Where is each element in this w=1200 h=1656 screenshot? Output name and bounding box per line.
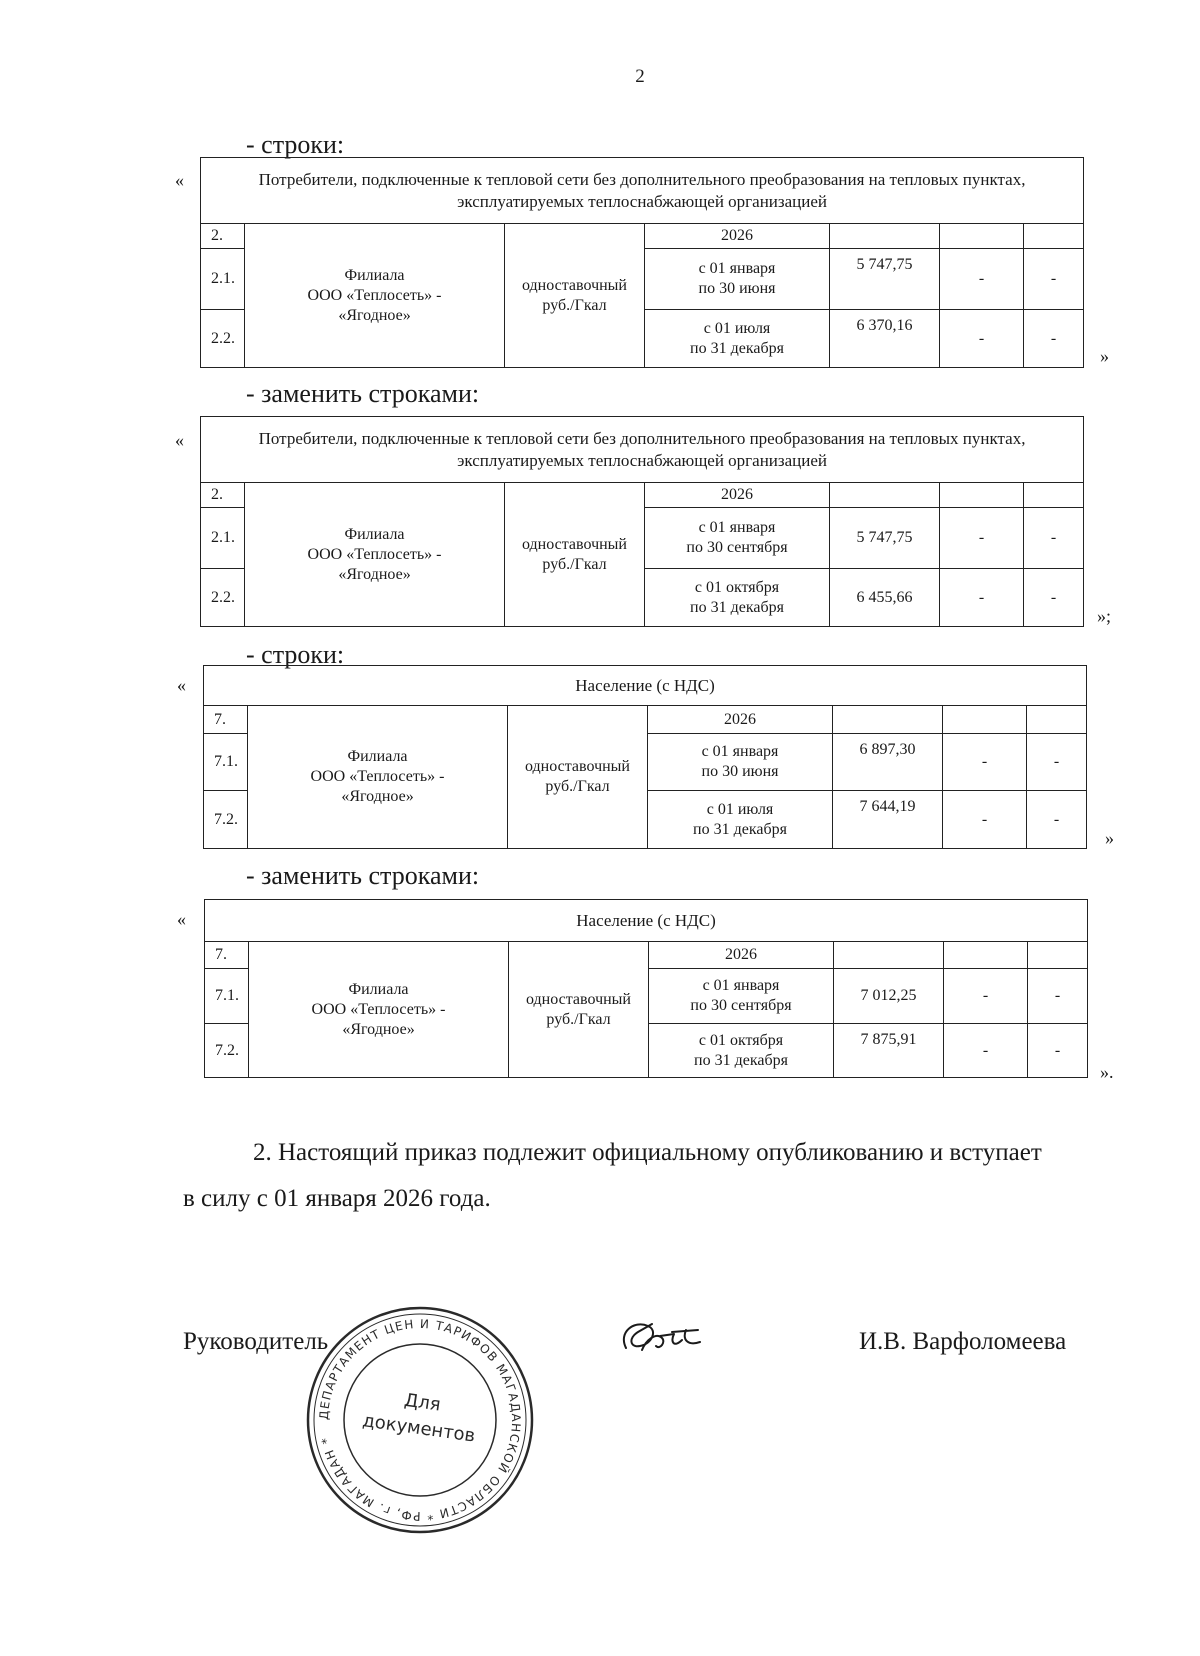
section-heading: - строки: xyxy=(246,640,345,669)
period-cell: с 01 июля по 31 декабря xyxy=(645,310,830,368)
empty-cell xyxy=(1024,224,1084,249)
row-number: 2.2. xyxy=(201,569,245,627)
year-cell: 2026 xyxy=(649,942,834,969)
stamp-line-2: документов xyxy=(361,1410,477,1447)
dash-cell: - xyxy=(943,734,1027,791)
tariff-type-cell: одноставочный руб./Гкал xyxy=(509,942,649,1078)
value-cell: 5 747,75 xyxy=(830,508,940,569)
dash-cell: - xyxy=(1028,969,1088,1024)
tariff-table-old-consumers xyxy=(200,157,1084,368)
value-cell: 6 370,16 xyxy=(830,310,940,368)
year-cell: 2026 xyxy=(645,224,830,249)
empty-cell xyxy=(830,224,940,249)
dash-cell: - xyxy=(944,969,1028,1024)
value-cell: 6 897,30 xyxy=(833,734,943,791)
table-caption: Население (с НДС) xyxy=(205,900,1088,942)
dash-cell: - xyxy=(1024,249,1084,310)
dash-cell: - xyxy=(1024,569,1084,627)
stamp-line-1: Для xyxy=(402,1389,442,1416)
organization-cell: Филиала ООО «Теплосеть» - «Ягодное» xyxy=(245,483,505,627)
row-number: 2.1. xyxy=(201,508,245,569)
value-cell: 5 747,75 xyxy=(830,249,940,310)
dash-cell: - xyxy=(940,310,1024,368)
open-quote: « xyxy=(175,430,184,450)
period-cell: с 01 января по 30 июня xyxy=(648,734,833,791)
year-cell: 2026 xyxy=(645,483,830,508)
value-cell: 7 012,25 xyxy=(834,969,944,1024)
empty-cell xyxy=(940,224,1024,249)
value-cell: 7 644,19 xyxy=(833,791,943,849)
dash-cell: - xyxy=(940,249,1024,310)
row-number: 7.1. xyxy=(205,969,249,1024)
empty-cell xyxy=(834,942,944,969)
stamp-ring-text: ДЕПАРТАМЕНТ ЦЕН И ТАРИФОВ МАГАДАНСКОЙ ОБЛАСТИ * РФ, г. МАГАДАН * xyxy=(316,1316,524,1524)
dash-cell: - xyxy=(944,1024,1028,1078)
paragraph-line-1: 2. Настоящий приказ подлежит официальному опубликованию и вступает xyxy=(253,1139,1042,1166)
group-number: 7. xyxy=(205,942,249,969)
signatory-name: И.В. Варфоломеева xyxy=(859,1328,1067,1355)
empty-cell xyxy=(830,483,940,508)
close-quote: » xyxy=(1105,828,1114,848)
dash-cell: - xyxy=(1024,508,1084,569)
empty-cell xyxy=(943,706,1027,734)
period-cell: с 01 октября по 31 декабря xyxy=(649,1024,834,1078)
paragraph-line-2: в силу с 01 января 2026 года. xyxy=(183,1185,491,1212)
tariff-table-new-consumers xyxy=(200,416,1084,627)
official-stamp xyxy=(300,1300,540,1540)
organization-cell: Филиала ООО «Теплосеть» - «Ягодное» xyxy=(248,706,508,849)
period-cell: с 01 января по 30 сентября xyxy=(649,969,834,1024)
row-number: 7.2. xyxy=(205,1024,249,1078)
period-cell: с 01 января по 30 июня xyxy=(645,249,830,310)
dash-cell: - xyxy=(1027,734,1087,791)
handwritten-signature xyxy=(612,1310,712,1370)
empty-cell xyxy=(1024,483,1084,508)
period-cell: с 01 октября по 31 декабря xyxy=(645,569,830,627)
row-number: 2.1. xyxy=(201,249,245,310)
dash-cell: - xyxy=(943,791,1027,849)
period-cell: с 01 января по 30 сентября xyxy=(645,508,830,569)
organization-cell: Филиала ООО «Теплосеть» - «Ягодное» xyxy=(249,942,509,1078)
empty-cell xyxy=(944,942,1028,969)
empty-cell xyxy=(1028,942,1088,969)
tariff-table-old-population xyxy=(203,665,1087,849)
table-caption: Потребители, подключенные к тепловой сети без дополнительного преобразования на тепловых пунктах, эксплуатируемых теплоснабжающей организацией xyxy=(201,417,1084,483)
table-caption: Население (с НДС) xyxy=(204,666,1087,706)
dash-cell: - xyxy=(940,508,1024,569)
close-quote: ». xyxy=(1100,1062,1114,1082)
row-number: 7.1. xyxy=(204,734,248,791)
tariff-type-cell: одноставочный руб./Гкал xyxy=(505,483,645,627)
close-quote: »; xyxy=(1097,606,1112,626)
open-quote: « xyxy=(177,909,186,929)
empty-cell xyxy=(1027,706,1087,734)
row-number: 7.2. xyxy=(204,791,248,849)
group-number: 2. xyxy=(201,483,245,508)
open-quote: « xyxy=(175,170,184,190)
section-heading: - заменить строками: xyxy=(246,379,480,408)
value-cell: 6 455,66 xyxy=(830,569,940,627)
order-paragraph xyxy=(183,1130,1143,1222)
organization-cell: Филиала ООО «Теплосеть» - «Ягодное» xyxy=(245,224,505,368)
tariff-type-cell: одноставочный руб./Гкал xyxy=(508,706,648,849)
dash-cell: - xyxy=(940,569,1024,627)
section-heading: - заменить строками: xyxy=(246,861,480,890)
row-number: 2.2. xyxy=(201,310,245,368)
dash-cell: - xyxy=(1028,1024,1088,1078)
section-heading: - строки: xyxy=(246,130,345,159)
value-cell: 7 875,91 xyxy=(834,1024,944,1078)
tariff-table-new-population xyxy=(204,899,1088,1078)
tariff-type-cell: одноставочный руб./Гкал xyxy=(505,224,645,368)
group-number: 7. xyxy=(204,706,248,734)
page-number: 2 xyxy=(635,66,645,87)
table-caption: Потребители, подключенные к тепловой сети без дополнительного преобразования на тепловых пунктах, эксплуатируемых теплоснабжающей организацией xyxy=(201,158,1084,224)
close-quote: » xyxy=(1100,346,1109,366)
period-cell: с 01 июля по 31 декабря xyxy=(648,791,833,849)
empty-cell xyxy=(833,706,943,734)
empty-cell xyxy=(940,483,1024,508)
signatory-title: Руководитель xyxy=(183,1328,329,1355)
dash-cell: - xyxy=(1024,310,1084,368)
dash-cell: - xyxy=(1027,791,1087,849)
year-cell: 2026 xyxy=(648,706,833,734)
group-number: 2. xyxy=(201,224,245,249)
open-quote: « xyxy=(177,675,186,695)
